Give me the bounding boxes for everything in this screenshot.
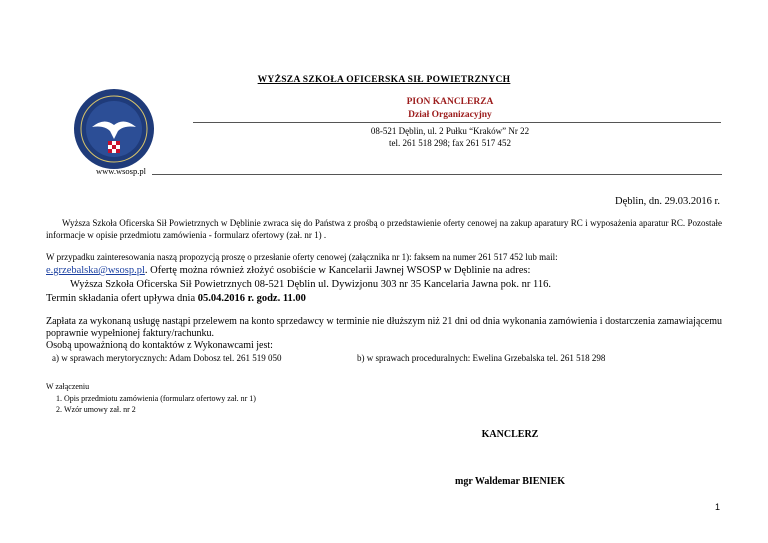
- contacts-row: [46, 353, 722, 363]
- header-divider: [193, 122, 721, 123]
- address-line: 08-521 Dęblin, ul. 2 Pułku “Kraków” Nr 22: [370, 126, 530, 136]
- email-link[interactable]: e.grzebalska@wsosp.pl: [46, 265, 145, 276]
- attachments-list: [46, 393, 256, 416]
- deadline-line: [46, 292, 722, 306]
- unit-name: Dział Organizacyjny: [408, 110, 492, 120]
- page-number: 1: [714, 502, 720, 512]
- contact-merit: a) w sprawach merytorycznych: Adam Dobosz tel. 261 519 050: [52, 353, 282, 363]
- email-line: [46, 264, 722, 278]
- attachment-item: 2. Wzór umowy zał. nr 2: [64, 404, 256, 416]
- attachment-item: 1. Opis przedmiotu zamówienia (formularz ofertowy zał. nr 1): [64, 393, 256, 405]
- header-bottom-divider: [152, 174, 722, 175]
- attachments: [46, 381, 256, 416]
- payment-terms: Zapłata za wykonaną usługę nastąpi przelewem na konto sprzedawcy w terminie nie dłuższym niż 21 dni od dnia wykonania zamówienia i dostarczenia zamawiającemu poprawnie wypełnionej faktury/rachunku.: [46, 316, 722, 339]
- institution-title: WYŻSZA SZKOŁA OFICERSKA SIŁ POWIETRZNYCH: [257, 75, 511, 85]
- intro-paragraph: Wyższa Szkoła Oficerska Sił Powietrznych w Dęblinie zwraca się do Państwa z prośbą o przedstawienie oferty cenowej na zakup aparatury RC i wyposażenia aparatur RC. Pozostałe informacje w opisie przedmiotu zamówienia - formularz ofertowy (zał. nr 1) .: [46, 218, 722, 240]
- submission-intro: W przypadku zainteresowania naszą propozycją proszę o przesłanie oferty cenowej (załącznika nr 1): faksem na numer 261 517 452 lub mail:: [46, 252, 558, 262]
- signature-name: mgr Waldemar BIENIEK: [454, 476, 565, 487]
- website-link[interactable]: www.wsosp.pl: [96, 166, 146, 176]
- submission-rest: . Ofertę można również złożyć osobiście w Kancelarii Jawnej WSOSP w Dęblinie na adres:: [144, 265, 531, 276]
- submission-paragraph: [46, 250, 722, 306]
- date-line: Dęblin, dn. 29.03.2016 r.: [615, 196, 720, 207]
- deadline-label: Termin składania ofert upływa dnia: [46, 293, 198, 304]
- submission-address: Wyższa Szkoła Oficerska Sił Powietrznych 08-521 Dęblin ul. Dywizjonu 303 nr 35 Kancelaria Jawna pok. nr 116.: [70, 279, 551, 290]
- phone-fax-line: tel. 261 518 298; fax 261 517 452: [389, 138, 511, 148]
- payment-paragraph: [46, 316, 722, 352]
- contact-intro: Osobą upoważnioną do kontaktów z Wykonawcami jest:: [46, 340, 273, 351]
- attachments-label: W załączeniu: [46, 382, 90, 391]
- signature-title: KANCLERZ: [481, 429, 539, 440]
- contact-procedural: b) w sprawach proceduralnych: Ewelina Grzebalska tel. 261 518 298: [357, 353, 606, 363]
- deadline-value: 05.04.2016 r. godz. 11.00: [197, 293, 306, 304]
- department-title: PION KANCLERZA: [406, 97, 494, 107]
- air-force-academy-emblem-icon: [72, 87, 156, 171]
